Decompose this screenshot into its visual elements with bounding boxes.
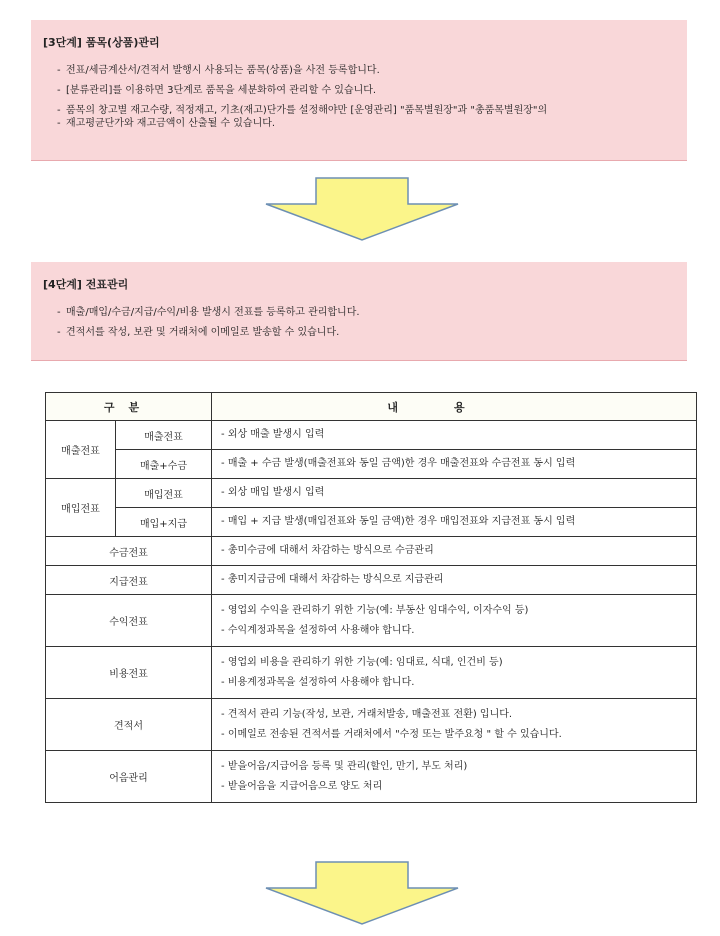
table-row — [46, 699, 697, 751]
row-content: - 매출 + 수금 발생(매출전표와 동일 금액)한 경우 매출전표와 수금전표 동시 입력 — [212, 450, 697, 479]
group-label: 매출전표 — [46, 421, 116, 479]
row-content: - 견적서 관리 기능(작성, 보관, 거래처발송, 매출전표 전환) 입니다. - 이메일로 전송된 견적서를 거래처에서 "수정 또는 발주요청 " 할 수 있습니다. — [212, 699, 697, 751]
header-category: 구분 — [46, 393, 212, 421]
continuation-text: 재고평균단가와 재고금액이 산출될 수 있습니다. — [66, 118, 276, 129]
down-arrow-icon — [264, 860, 460, 926]
group-label: 매입전표 — [46, 479, 116, 537]
down-arrow-icon — [264, 176, 460, 242]
list-item: - 견적서를 작성, 보관 및 거래처에 이메일로 발송할 수 있습니다. — [57, 326, 675, 339]
table-header-row — [46, 393, 697, 421]
row-label: 비용전표 — [46, 647, 212, 699]
list-item: - [분류관리]를 이용하면 3단계로 품목을 세분화하여 관리할 수 있습니다. — [57, 84, 675, 97]
sub-label: 매입+지급 — [116, 508, 212, 537]
row-label: 지급전표 — [46, 566, 212, 595]
step4-panel — [31, 262, 687, 361]
row-content: - 총미수금에 대해서 차감하는 방식으로 수금관리 — [212, 537, 697, 566]
table-row — [46, 450, 697, 479]
table-row — [46, 566, 697, 595]
step3-panel — [31, 20, 687, 161]
row-content: - 총미지급금에 대해서 차감하는 방식으로 지급관리 — [212, 566, 697, 595]
list-item: - 전표/세금계산서/견적서 발행시 사용되는 품목(상품)을 사전 등록합니다. — [57, 64, 675, 77]
table-row — [46, 479, 697, 508]
table-row — [46, 647, 697, 699]
table-row — [46, 421, 697, 450]
row-label: 수익전표 — [46, 595, 212, 647]
row-label: 어음관리 — [46, 751, 212, 803]
table-row — [46, 537, 697, 566]
list-item: - 품목의 창고별 재고수량, 적정재고, 기초(재고)단가를 설정해야만 [운영관리] "품목별원장"과 "총품목별원장"의 — [57, 104, 675, 117]
step4-list — [43, 306, 675, 339]
row-label: 견적서 — [46, 699, 212, 751]
row-content: - 외상 매입 발생시 입력 — [212, 479, 697, 508]
row-content: - 영업외 비용을 관리하기 위한 기능(예: 임대료, 식대, 인건비 등) - 비용계정과목을 설정하여 사용해야 합니다. — [212, 647, 697, 699]
row-label: 수금전표 — [46, 537, 212, 566]
step3-title: [3단계] 품목(상품)관리 — [43, 36, 160, 49]
row-content: - 외상 매출 발생시 입력 — [212, 421, 697, 450]
row-content: - 영업외 수익을 관리하기 위한 기능(예: 부동산 임대수익, 이자수익 등) - 수익계정과목을 설정하여 사용해야 합니다. — [212, 595, 697, 647]
header-content: 내용 — [212, 393, 697, 421]
list-item: - 매출/매입/수금/지급/수익/비용 발생시 전표를 등록하고 관리합니다. — [57, 306, 675, 319]
table-row — [46, 595, 697, 647]
step4-title: [4단계] 전표관리 — [43, 278, 129, 291]
row-content: - 받을어음/지급어음 등록 및 관리(할인, 만기, 부도 처리) - 받을어음을 지급어음으로 양도 처리 — [212, 751, 697, 803]
row-content: - 매입 + 지급 발생(매입전표와 동일 금액)한 경우 매입전표와 지급전표 동시 입력 — [212, 508, 697, 537]
sub-label: 매출+수금 — [116, 450, 212, 479]
table-row — [46, 751, 697, 803]
list-item-continuation — [57, 117, 675, 130]
step3-list — [43, 64, 675, 130]
sub-label: 매입전표 — [116, 479, 212, 508]
sub-label: 매출전표 — [116, 421, 212, 450]
table-row — [46, 508, 697, 537]
voucher-table — [45, 392, 697, 803]
